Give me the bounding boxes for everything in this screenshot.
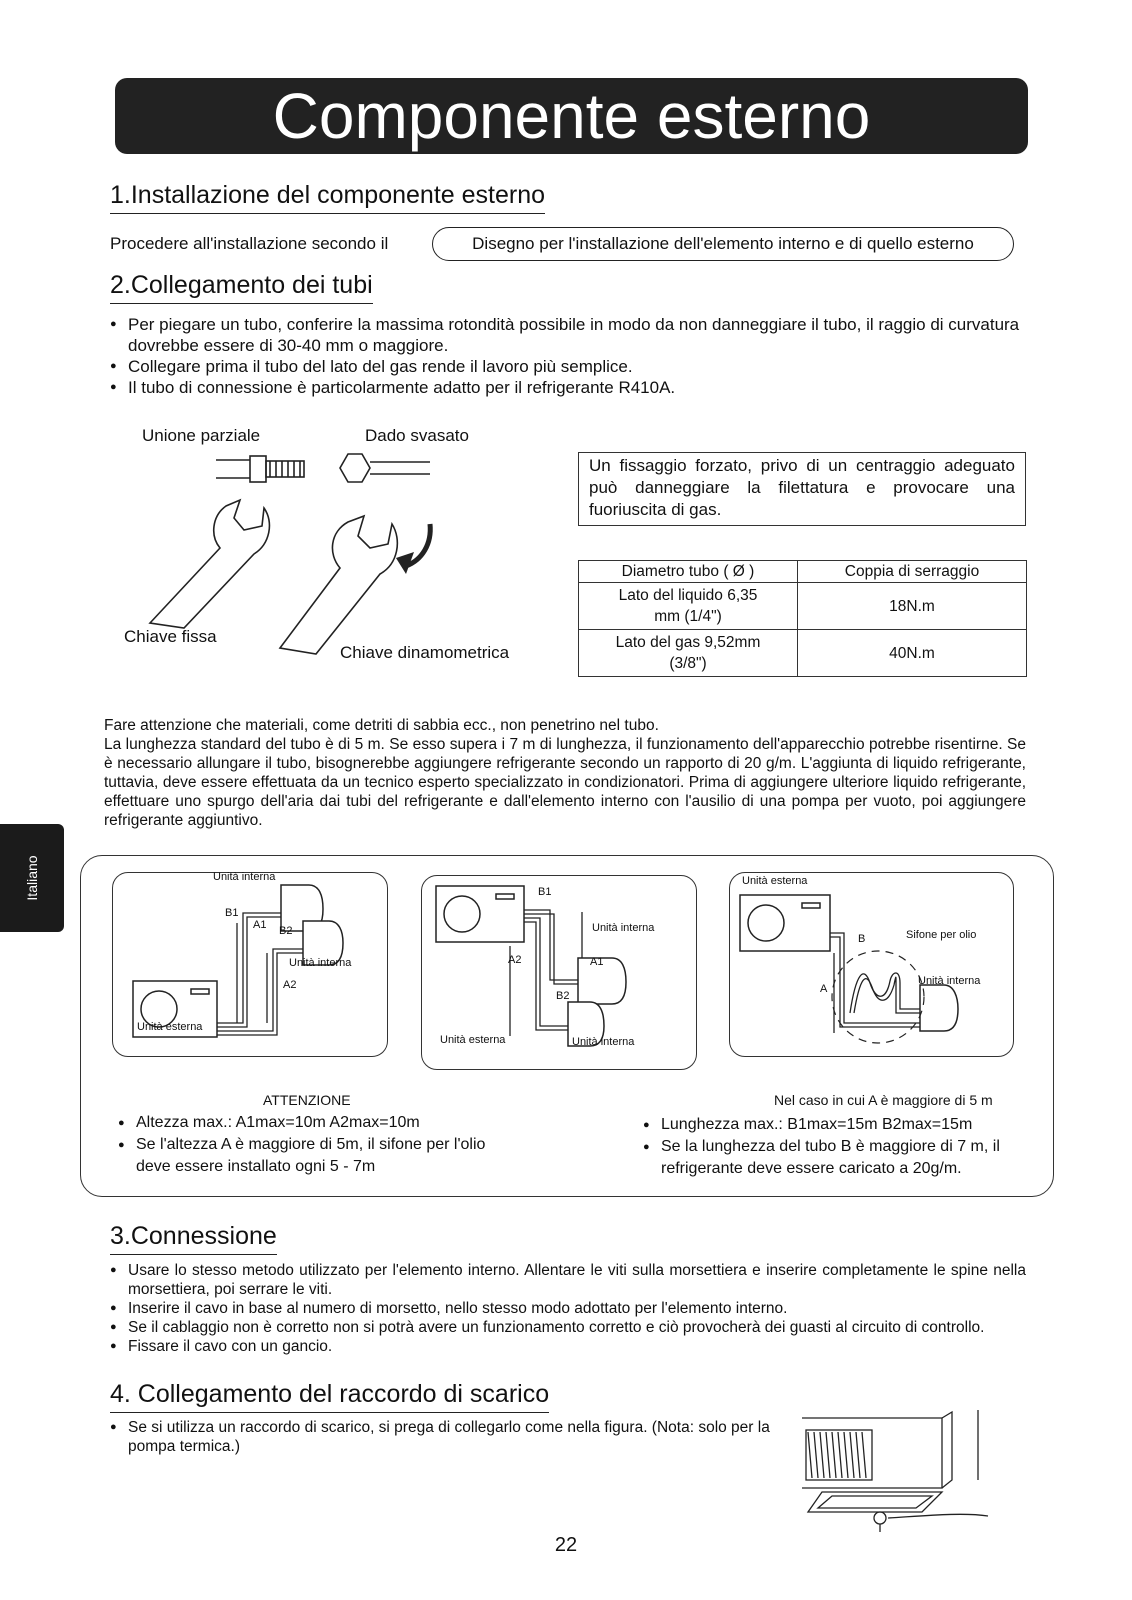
panel2-a2-label: A2 (508, 954, 522, 966)
table-header-pipe: Diametro tubo ( Ø ) (579, 561, 798, 583)
section4-bullets (110, 1418, 800, 1456)
diagram-panel-1 (112, 872, 388, 1057)
table-row (579, 630, 1027, 677)
section3-heading: 3.Connessione (110, 1222, 277, 1255)
diagram-panel-2 (421, 875, 697, 1070)
panel1-a1-label: A1 (253, 919, 267, 931)
union-label: Unione parziale (142, 426, 261, 445)
installation-drawing-reference: Disegno per l'installazione dell'elemento interno e di quello esterno (432, 227, 1014, 261)
section3-bullet: ● Se il cablaggio non è corretto non si potrà avere un funzionamento corretto e ciò provocherà dei guasti al circuito di controllo. (110, 1318, 1026, 1337)
section3-bullet: ● Inserire il cavo in base al numero di morsetto, nello stesso modo adottato per l'elemento interno. (110, 1299, 1026, 1318)
panel1-b2-label: B2 (279, 925, 293, 937)
panel2-b2-label: B2 (556, 990, 570, 1002)
table-cell-pipe: Lato del gas 9,52mm (3/8") (579, 630, 798, 677)
drain-connector-illustration (792, 1408, 992, 1532)
section2-bullet: ● Per piegare un tubo, conferire la massima rotondità possibile in modo da non danneggiare il tubo, il raggio di curvatura dovrebbe essere di 30-40 mm o maggiore. (110, 314, 1026, 356)
section1-heading: 1.Installazione del componente esterno (110, 181, 545, 214)
panel2-indoor1-label: Unità interna (592, 922, 655, 934)
pipe-notes-first: Fare attenzione che materiali, come detriti di sabbia ecc., non penetrino nel tubo. (104, 717, 659, 734)
panel1-a2-label: A2 (283, 979, 297, 991)
diagram-caption-right: Nel caso in cui A è maggiore di 5 m (774, 1092, 993, 1108)
panel1-indoor1-label: Unità interna (213, 871, 276, 883)
diagram-panel-3 (729, 872, 1014, 1057)
table-cell-pipe: Lato del liquido 6,35 mm (1/4") (579, 583, 798, 630)
panel3-illustration (730, 873, 1015, 1058)
panel3-a-label: A (820, 983, 828, 995)
diagram-note: ● Lunghezza max.: B1max=15m B2max=15m (643, 1114, 1031, 1136)
fixed-wrench-label: Chiave fissa (124, 627, 217, 646)
section2-bullet: ● Il tubo di connessione è particolarmente adatto per il refrigerante R410A. (110, 377, 1026, 398)
torque-wrench-label: Chiave dinamometrica (340, 643, 510, 662)
panel3-b-label: B (858, 933, 866, 945)
panel1-indoor2-label: Unità interna (289, 957, 352, 969)
diagram-notes-right (643, 1114, 1031, 1180)
panel2-outdoor-label: Unità esterna (440, 1034, 506, 1046)
panel3-oil-trap-label: Sifone per olio (906, 929, 977, 941)
page-number: 22 (554, 1534, 578, 1556)
section1-text: Procedere all'installazione secondo il (110, 234, 389, 253)
panel2-indoor2-label: Unità interna (572, 1036, 635, 1048)
panel3-outdoor-label: Unità esterna (742, 875, 808, 887)
diagram-notes-left (118, 1112, 488, 1178)
diagram-note: ● Se l'altezza A è maggiore di 5m, il sifone per l'olio deve essere installato ogni 5 - 7m (118, 1134, 488, 1178)
diagram-note: ● Se la lunghezza del tubo B è maggiore di 7 m, il refrigerante deve essere caricato a 20g/m. (643, 1136, 1031, 1180)
section4-heading: 4. Collegamento del raccordo di scarico (110, 1380, 549, 1413)
table-header-torque: Coppia di serraggio (798, 561, 1027, 583)
language-tab-label: Italiano (24, 855, 40, 901)
diagram-note: ● Altezza max.: A1max=10m A2max=10m (118, 1112, 488, 1134)
pipe-notes-paragraph: La lunghezza standard del tubo è di 5 m. Se esso supera i 7 m di lunghezza, il funzionamento dell'apparecchio potrebbe risentirne. Se è necessario allungare il tubo, bisognerebbe aggiungere refrigerante secondo un rapporto di 20 g/m. L'aggiunta di liquido refrigerante, tuttavia, deve essere effettuata da un tecnico esperto specializzato in condizionatori. Prima di aggiungere ulteriore liquido refrigerante, effettuare uno spurgo dell'aria dai tubi del refrigerante e dall'elemento interno con l'ausilio di una pompa per vuoto, poi aggiungere refrigerante aggiuntivo. (104, 736, 1026, 829)
overtightening-warning: Un fissaggio forzato, privo di un centraggio adeguato può danneggiare la filettatura e provocare una fuoriuscita di gas. (578, 452, 1026, 526)
panel2-a1-label: A1 (590, 956, 604, 968)
panel3-indoor-label: Unità interna (918, 975, 981, 987)
panel2-b1-label: B1 (538, 886, 552, 898)
section3-bullet: ● Fissare il cavo con un gancio. (110, 1337, 1026, 1356)
section2-heading: 2.Collegamento dei tubi (110, 271, 373, 304)
panel1-b1-label: B1 (225, 907, 239, 919)
flare-nut-label: Dado svasato (365, 426, 469, 445)
table-row (579, 583, 1027, 630)
wrench-illustration (130, 448, 450, 658)
diagram-caption-left: ATTENZIONE (263, 1092, 351, 1108)
language-tab (0, 824, 64, 932)
section3-bullets (110, 1261, 1026, 1356)
table-cell-torque: 18N.m (798, 583, 1027, 630)
section3-bullet: ● Usare lo stesso metodo utilizzato per l'elemento interno. Allentare le viti sulla morsettiera e inserire completamente le spine nella morsettiera, poi serrare le viti. (110, 1261, 1026, 1299)
table-cell-torque: 40N.m (798, 630, 1027, 677)
torque-table (578, 560, 1027, 677)
pipe-notes (104, 716, 1026, 830)
section2-bullets (110, 314, 1026, 398)
panel1-outdoor-label: Unità esterna (137, 1021, 203, 1033)
section4-bullet: ● Se si utilizza un raccordo di scarico, si prega di collegarlo come nella figura. (Nota: solo per la pompa termica.) (110, 1418, 800, 1456)
page-title: Componente esterno (115, 78, 1028, 154)
section2-bullet: ● Collegare prima il tubo del lato del gas rende il lavoro più semplice. (110, 356, 1026, 377)
